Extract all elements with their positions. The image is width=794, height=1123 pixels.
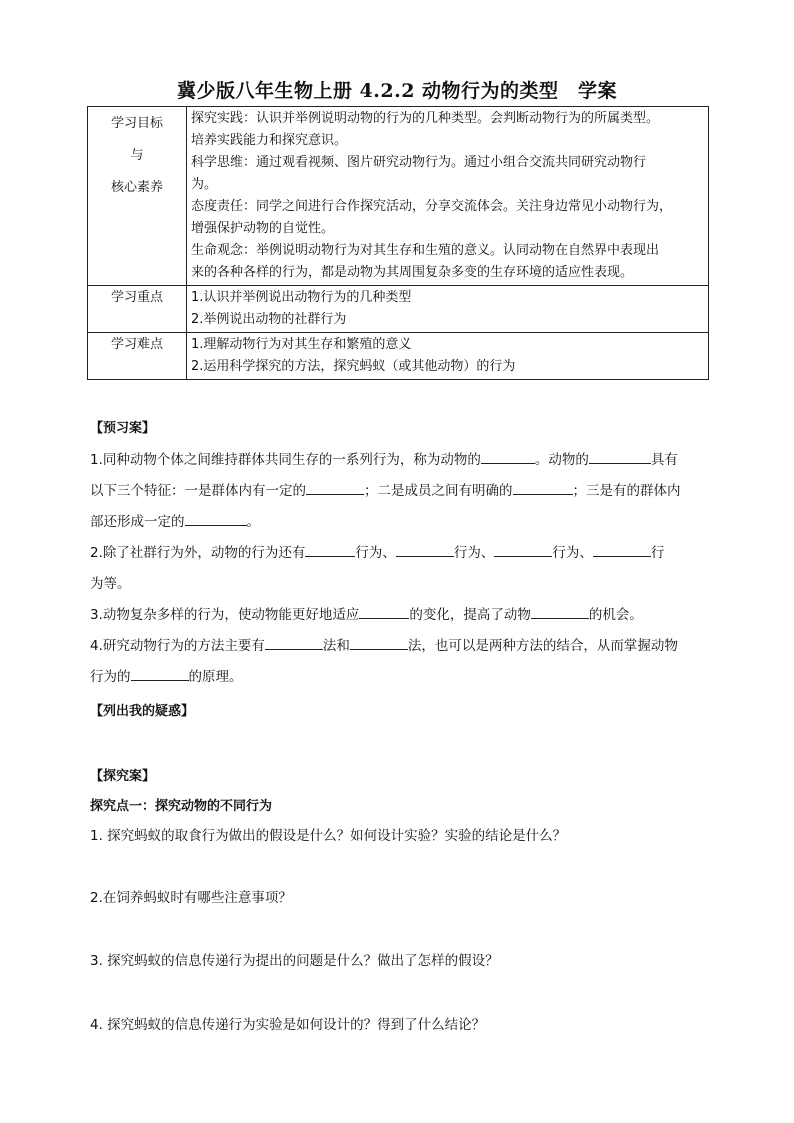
objective-line: 态度责任：同学之间进行合作探究活动，分享交流体会。关注身边常见小动物行为， bbox=[191, 199, 673, 214]
key-point-item: 2.举例说出动物的社群行为 bbox=[191, 312, 347, 327]
fill-blank[interactable] bbox=[350, 634, 408, 650]
objective-line: 探究实践：认识并举例说明动物的行为的几种类型。会判断动物行为的所属类型。 bbox=[191, 111, 660, 126]
q2-text: 2.除了社群行为外，动物的行为还有 bbox=[90, 545, 306, 561]
fill-blank[interactable] bbox=[131, 665, 189, 681]
difficulty-item: 1.理解动物行为对其生存和繁殖的意义 bbox=[191, 337, 412, 352]
objective-line: 生命观念：举例说明动物行为对其生存和生殖的意义。认同动物在自然界中表现出 bbox=[191, 243, 660, 258]
q3-text: 的变化，提高了动物 bbox=[409, 607, 531, 623]
fill-blank[interactable] bbox=[396, 541, 454, 557]
fill-blank[interactable] bbox=[494, 541, 552, 557]
q1-text: 1.同种动物个体之间维持群体共同生存的一系列行为，称为动物的 bbox=[90, 452, 481, 468]
difficulties-label: 学习难点 bbox=[88, 333, 187, 380]
q1-text: 以下三个特征：一是群体内有一定的 bbox=[90, 483, 306, 499]
fill-blank[interactable] bbox=[359, 603, 409, 619]
doubts-heading: 【列出我的疑惑】 bbox=[90, 704, 195, 719]
q2-text: 行为、 bbox=[453, 545, 495, 561]
difficulty-item: 2.运用科学探究的方法，探究蚂蚁（或其他动物）的行为 bbox=[191, 359, 516, 374]
fill-blank[interactable] bbox=[305, 541, 355, 557]
q4-text: 的原理。 bbox=[188, 669, 243, 685]
objectives-label-line: 与 bbox=[130, 148, 144, 163]
q2-text: 行为、 bbox=[355, 545, 396, 561]
key-points-row bbox=[88, 286, 709, 333]
q2-text: 行 bbox=[650, 545, 665, 561]
fill-blank[interactable] bbox=[185, 510, 247, 526]
explore-question-4: 4. 探究蚂蚁的信息传递行为实验是如何设计的？得到了什么结论？ bbox=[90, 1017, 486, 1033]
preview-question-4 bbox=[90, 631, 706, 693]
explore-point-1: 探究点一：探究动物的不同行为 bbox=[90, 799, 273, 814]
preview-question-2 bbox=[90, 538, 706, 600]
q4-text: 法和 bbox=[322, 638, 350, 654]
page-title: 冀少版八年生物上册 4.2.2 动物行为的类型 学案 bbox=[176, 80, 618, 102]
explore-question-3: 3. 探究蚂蚁的信息传递行为提出的问题是什么？做出了怎样的假设？ bbox=[90, 953, 499, 969]
q1-text: 。动物的 bbox=[534, 452, 589, 468]
objective-line: 增强保护动物的自觉性。 bbox=[191, 221, 335, 236]
fill-blank[interactable] bbox=[265, 634, 323, 650]
key-point-item: 1.认识并举例说出动物行为的几种类型 bbox=[191, 290, 412, 305]
difficulties-content bbox=[187, 333, 709, 380]
explore-question-1: 1. 探究蚂蚁的取食行为做出的假设是什么？如何设计实验？实验的结论是什么？ bbox=[90, 828, 567, 844]
q4-text: 行为的 bbox=[90, 669, 131, 685]
key-points-content bbox=[187, 286, 709, 333]
objective-line: 来的各种各样的行为，都是动物为其周围复杂多变的生存环境的适应性表现。 bbox=[191, 265, 634, 280]
q3-text: 3.动物复杂多样的行为，使动物能更好地适应 bbox=[90, 607, 360, 623]
preview-question-3 bbox=[90, 600, 706, 631]
explore-question-2: 2.在饲养蚂蚁时有哪些注意事项？ bbox=[90, 890, 292, 906]
fill-blank[interactable] bbox=[513, 479, 573, 495]
objectives-label bbox=[88, 107, 187, 286]
fill-blank[interactable] bbox=[593, 541, 651, 557]
q4-text: 4.研究动物行为的方法主要有 bbox=[90, 638, 265, 654]
objectives-row bbox=[88, 107, 709, 286]
q1-text: 。 bbox=[246, 514, 260, 530]
objective-line: 为。 bbox=[191, 177, 218, 192]
fill-blank[interactable] bbox=[531, 603, 589, 619]
preview-heading: 【预习案】 bbox=[90, 421, 156, 436]
explore-heading: 【探究案】 bbox=[90, 769, 156, 784]
fill-blank[interactable] bbox=[589, 448, 651, 464]
q2-text: 为等。 bbox=[90, 576, 131, 592]
objective-line: 科学思维：通过观看视频、图片研究动物行为。通过小组合交流共同研究动物行 bbox=[191, 155, 647, 170]
q1-text: 具有 bbox=[650, 452, 678, 468]
preview-question-1 bbox=[90, 445, 706, 538]
fill-blank[interactable] bbox=[306, 479, 364, 495]
q3-text: 的机会。 bbox=[588, 607, 643, 623]
objective-line: 培养实践能力和探究意识。 bbox=[191, 133, 348, 148]
q1-text: 部还形成一定的 bbox=[90, 514, 185, 530]
key-points-label: 学习重点 bbox=[88, 286, 187, 333]
objectives-label-line: 学习目标 bbox=[110, 116, 163, 131]
q1-text: ；三是有的群体内 bbox=[572, 483, 681, 499]
q1-text: ；二是成员之间有明确的 bbox=[364, 483, 513, 499]
q4-text: 法，也可以是两种方法的结合，从而掌握动物 bbox=[407, 638, 678, 654]
objectives-content bbox=[187, 107, 709, 286]
fill-blank[interactable] bbox=[481, 448, 535, 464]
objectives-label-line: 核心素养 bbox=[110, 180, 163, 195]
difficulties-row bbox=[88, 333, 709, 380]
objectives-table bbox=[87, 106, 709, 380]
q2-text: 行为、 bbox=[552, 545, 593, 561]
